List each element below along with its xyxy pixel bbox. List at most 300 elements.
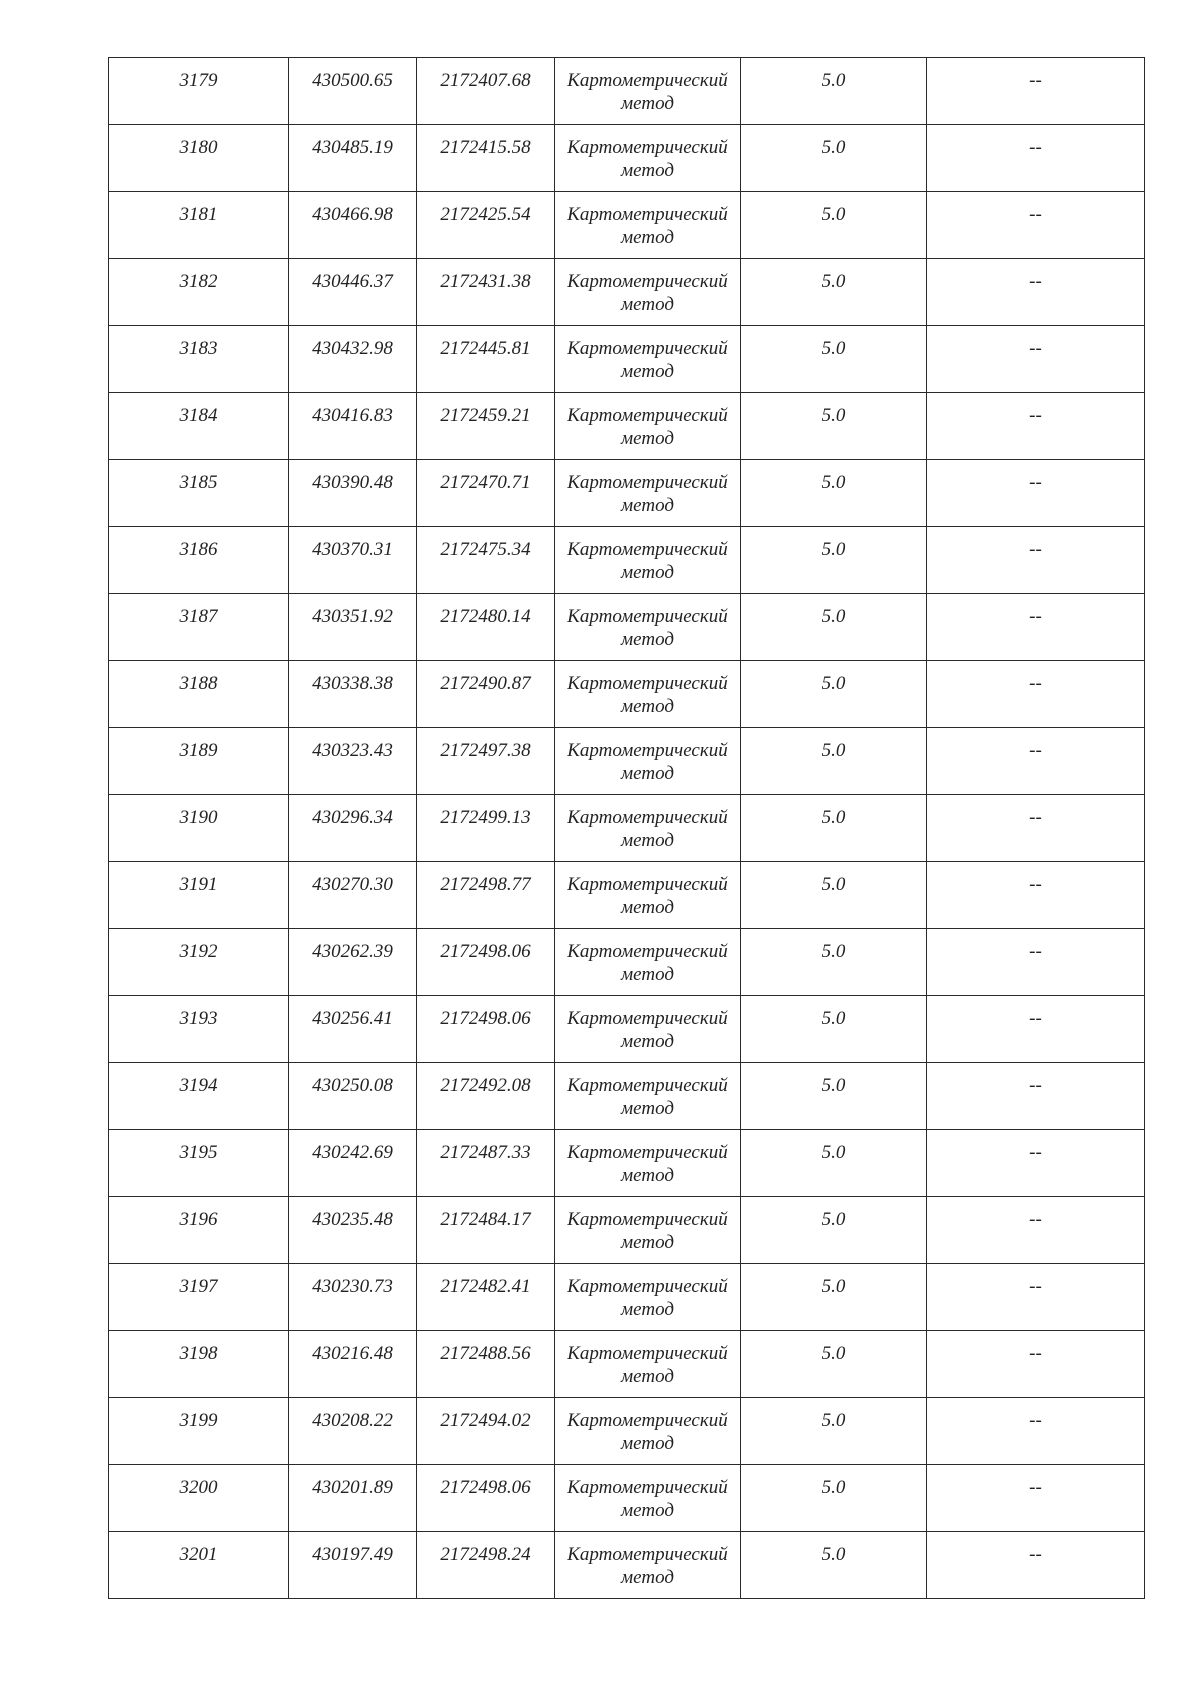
- precision-value: 5.0: [821, 539, 846, 560]
- note-value: --: [1029, 204, 1042, 225]
- method-cell: [555, 1331, 741, 1398]
- y-coordinate: 2172475.34: [440, 539, 531, 560]
- method-text: Картометрический метод: [567, 673, 728, 717]
- note-cell: [927, 929, 1145, 996]
- precision-cell: [741, 1398, 927, 1465]
- point-number-cell: [109, 594, 289, 661]
- x-coordinate: 430208.22: [312, 1410, 393, 1431]
- note-cell: [927, 1398, 1145, 1465]
- y-coordinate: 2172492.08: [440, 1075, 531, 1096]
- point-number-cell: [109, 1398, 289, 1465]
- x-coordinate-cell: [289, 1264, 417, 1331]
- table-row: [109, 393, 1145, 460]
- point-number: 3179: [179, 70, 218, 91]
- method-cell: [555, 594, 741, 661]
- method-text: Картометрический метод: [567, 1477, 728, 1521]
- precision-cell: [741, 393, 927, 460]
- precision-value: 5.0: [821, 1477, 846, 1498]
- point-number: 3198: [179, 1343, 218, 1364]
- y-coordinate-cell: [417, 795, 555, 862]
- y-coordinate-cell: [417, 1398, 555, 1465]
- x-coordinate: 430256.41: [312, 1008, 393, 1029]
- point-number-cell: [109, 1465, 289, 1532]
- table-row: [109, 661, 1145, 728]
- precision-cell: [741, 661, 927, 728]
- precision-cell: [741, 192, 927, 259]
- precision-cell: [741, 1532, 927, 1599]
- point-number-cell: [109, 192, 289, 259]
- note-cell: [927, 728, 1145, 795]
- precision-cell: [741, 1264, 927, 1331]
- precision-cell: [741, 1465, 927, 1532]
- note-value: --: [1029, 1544, 1042, 1565]
- note-value: --: [1029, 1142, 1042, 1163]
- y-coordinate: 2172498.24: [440, 1544, 531, 1565]
- note-cell: [927, 795, 1145, 862]
- y-coordinate: 2172497.38: [440, 740, 531, 761]
- y-coordinate-cell: [417, 1130, 555, 1197]
- point-number-cell: [109, 1532, 289, 1599]
- note-value: --: [1029, 137, 1042, 158]
- method-cell: [555, 1264, 741, 1331]
- y-coordinate: 2172498.06: [440, 1008, 531, 1029]
- point-number-cell: [109, 1197, 289, 1264]
- y-coordinate-cell: [417, 862, 555, 929]
- note-cell: [927, 1331, 1145, 1398]
- coordinates-table: [108, 57, 1145, 1599]
- point-number-cell: [109, 393, 289, 460]
- note-value: --: [1029, 1343, 1042, 1364]
- note-cell: [927, 1130, 1145, 1197]
- method-text: Картометрический метод: [567, 1209, 728, 1253]
- x-coordinate-cell: [289, 58, 417, 125]
- y-coordinate-cell: [417, 594, 555, 661]
- precision-cell: [741, 259, 927, 326]
- precision-cell: [741, 728, 927, 795]
- x-coordinate-cell: [289, 1063, 417, 1130]
- coordinates-table-body: [109, 58, 1145, 1599]
- x-coordinate-cell: [289, 326, 417, 393]
- x-coordinate-cell: [289, 929, 417, 996]
- point-number: 3199: [179, 1410, 218, 1431]
- x-coordinate-cell: [289, 192, 417, 259]
- table-row: [109, 192, 1145, 259]
- point-number-cell: [109, 862, 289, 929]
- note-value: --: [1029, 673, 1042, 694]
- method-text: Картометрический метод: [567, 1008, 728, 1052]
- precision-cell: [741, 1331, 927, 1398]
- note-value: --: [1029, 1008, 1042, 1029]
- precision-cell: [741, 1063, 927, 1130]
- x-coordinate: 430216.48: [312, 1343, 393, 1364]
- method-text: Картометрический метод: [567, 1075, 728, 1119]
- method-cell: [555, 862, 741, 929]
- method-cell: [555, 661, 741, 728]
- y-coordinate-cell: [417, 527, 555, 594]
- x-coordinate: 430323.43: [312, 740, 393, 761]
- method-text: Картометрический метод: [567, 472, 728, 516]
- x-coordinate: 430230.73: [312, 1276, 393, 1297]
- x-coordinate: 430446.37: [312, 271, 393, 292]
- precision-value: 5.0: [821, 70, 846, 91]
- note-value: --: [1029, 338, 1042, 359]
- point-number: 3180: [179, 137, 218, 158]
- precision-cell: [741, 527, 927, 594]
- point-number-cell: [109, 125, 289, 192]
- note-cell: [927, 125, 1145, 192]
- table-row: [109, 795, 1145, 862]
- method-text: Картометрический метод: [567, 1142, 728, 1186]
- table-row: [109, 929, 1145, 996]
- note-value: --: [1029, 472, 1042, 493]
- x-coordinate: 430201.89: [312, 1477, 393, 1498]
- table-row: [109, 728, 1145, 795]
- method-cell: [555, 1532, 741, 1599]
- y-coordinate-cell: [417, 125, 555, 192]
- method-cell: [555, 527, 741, 594]
- method-text: Картометрический метод: [567, 271, 728, 315]
- precision-cell: [741, 929, 927, 996]
- note-value: --: [1029, 606, 1042, 627]
- method-cell: [555, 929, 741, 996]
- precision-value: 5.0: [821, 472, 846, 493]
- point-number: 3183: [179, 338, 218, 359]
- x-coordinate-cell: [289, 125, 417, 192]
- y-coordinate-cell: [417, 460, 555, 527]
- y-coordinate: 2172425.54: [440, 204, 531, 225]
- method-text: Картометрический метод: [567, 740, 728, 784]
- x-coordinate-cell: [289, 728, 417, 795]
- x-coordinate: 430250.08: [312, 1075, 393, 1096]
- table-row: [109, 326, 1145, 393]
- table-row: [109, 594, 1145, 661]
- method-cell: [555, 125, 741, 192]
- method-text: Картометрический метод: [567, 606, 728, 650]
- x-coordinate: 430235.48: [312, 1209, 393, 1230]
- x-coordinate-cell: [289, 594, 417, 661]
- y-coordinate: 2172499.13: [440, 807, 531, 828]
- x-coordinate-cell: [289, 1532, 417, 1599]
- precision-value: 5.0: [821, 1209, 846, 1230]
- precision-cell: [741, 795, 927, 862]
- note-cell: [927, 460, 1145, 527]
- x-coordinate-cell: [289, 1465, 417, 1532]
- point-number-cell: [109, 728, 289, 795]
- x-coordinate-cell: [289, 1331, 417, 1398]
- method-text: Картометрический метод: [567, 807, 728, 851]
- table-row: [109, 1465, 1145, 1532]
- x-coordinate: 430466.98: [312, 204, 393, 225]
- point-number-cell: [109, 1130, 289, 1197]
- point-number: 3200: [179, 1477, 218, 1498]
- table-row: [109, 259, 1145, 326]
- precision-value: 5.0: [821, 1075, 846, 1096]
- note-value: --: [1029, 874, 1042, 895]
- precision-cell: [741, 326, 927, 393]
- method-cell: [555, 326, 741, 393]
- precision-value: 5.0: [821, 807, 846, 828]
- precision-value: 5.0: [821, 137, 846, 158]
- x-coordinate: 430500.65: [312, 70, 393, 91]
- note-value: --: [1029, 807, 1042, 828]
- x-coordinate-cell: [289, 1130, 417, 1197]
- method-text: Картометрический метод: [567, 1544, 728, 1588]
- x-coordinate-cell: [289, 795, 417, 862]
- method-text: Картометрический метод: [567, 539, 728, 583]
- precision-value: 5.0: [821, 1276, 846, 1297]
- note-value: --: [1029, 405, 1042, 426]
- method-cell: [555, 1197, 741, 1264]
- precision-cell: [741, 594, 927, 661]
- table-row: [109, 1331, 1145, 1398]
- x-coordinate-cell: [289, 862, 417, 929]
- precision-value: 5.0: [821, 1008, 846, 1029]
- method-cell: [555, 259, 741, 326]
- precision-value: 5.0: [821, 941, 846, 962]
- note-value: --: [1029, 1075, 1042, 1096]
- note-cell: [927, 661, 1145, 728]
- method-text: Картометрический метод: [567, 405, 728, 449]
- note-value: --: [1029, 1410, 1042, 1431]
- y-coordinate-cell: [417, 192, 555, 259]
- note-cell: [927, 58, 1145, 125]
- y-coordinate-cell: [417, 326, 555, 393]
- x-coordinate-cell: [289, 393, 417, 460]
- y-coordinate: 2172498.77: [440, 874, 531, 895]
- point-number-cell: [109, 661, 289, 728]
- precision-value: 5.0: [821, 606, 846, 627]
- note-value: --: [1029, 1209, 1042, 1230]
- y-coordinate-cell: [417, 259, 555, 326]
- precision-value: 5.0: [821, 204, 846, 225]
- x-coordinate-cell: [289, 661, 417, 728]
- point-number: 3197: [179, 1276, 218, 1297]
- note-value: --: [1029, 740, 1042, 761]
- point-number: 3193: [179, 1008, 218, 1029]
- note-cell: [927, 594, 1145, 661]
- x-coordinate-cell: [289, 996, 417, 1063]
- point-number-cell: [109, 1331, 289, 1398]
- point-number-cell: [109, 795, 289, 862]
- method-cell: [555, 460, 741, 527]
- y-coordinate-cell: [417, 1532, 555, 1599]
- point-number: 3195: [179, 1142, 218, 1163]
- point-number-cell: [109, 527, 289, 594]
- precision-value: 5.0: [821, 271, 846, 292]
- precision-value: 5.0: [821, 673, 846, 694]
- precision-value: 5.0: [821, 405, 846, 426]
- x-coordinate: 430416.83: [312, 405, 393, 426]
- method-cell: [555, 1398, 741, 1465]
- method-text: Картометрический метод: [567, 338, 728, 382]
- note-cell: [927, 1197, 1145, 1264]
- y-coordinate-cell: [417, 58, 555, 125]
- y-coordinate: 2172459.21: [440, 405, 531, 426]
- note-cell: [927, 1063, 1145, 1130]
- point-number-cell: [109, 929, 289, 996]
- point-number-cell: [109, 259, 289, 326]
- y-coordinate-cell: [417, 1264, 555, 1331]
- method-cell: [555, 1465, 741, 1532]
- x-coordinate-cell: [289, 527, 417, 594]
- point-number: 3189: [179, 740, 218, 761]
- note-cell: [927, 862, 1145, 929]
- table-row: [109, 1264, 1145, 1331]
- y-coordinate: 2172470.71: [440, 472, 531, 493]
- y-coordinate: 2172480.14: [440, 606, 531, 627]
- table-row: [109, 1532, 1145, 1599]
- x-coordinate-cell: [289, 460, 417, 527]
- point-number-cell: [109, 58, 289, 125]
- note-value: --: [1029, 539, 1042, 560]
- precision-value: 5.0: [821, 874, 846, 895]
- method-text: Картометрический метод: [567, 941, 728, 985]
- method-cell: [555, 192, 741, 259]
- method-text: Картометрический метод: [567, 204, 728, 248]
- point-number: 3187: [179, 606, 218, 627]
- precision-value: 5.0: [821, 1142, 846, 1163]
- x-coordinate: 430296.34: [312, 807, 393, 828]
- table-row: [109, 125, 1145, 192]
- x-coordinate: 430262.39: [312, 941, 393, 962]
- note-cell: [927, 192, 1145, 259]
- point-number: 3184: [179, 405, 218, 426]
- x-coordinate: 430432.98: [312, 338, 393, 359]
- note-value: --: [1029, 70, 1042, 91]
- note-cell: [927, 1264, 1145, 1331]
- y-coordinate: 2172484.17: [440, 1209, 531, 1230]
- method-text: Картометрический метод: [567, 1276, 728, 1320]
- note-cell: [927, 259, 1145, 326]
- precision-cell: [741, 1197, 927, 1264]
- y-coordinate: 2172445.81: [440, 338, 531, 359]
- y-coordinate-cell: [417, 1465, 555, 1532]
- x-coordinate: 430197.49: [312, 1544, 393, 1565]
- note-value: --: [1029, 941, 1042, 962]
- precision-cell: [741, 125, 927, 192]
- x-coordinate: 430351.92: [312, 606, 393, 627]
- y-coordinate-cell: [417, 1331, 555, 1398]
- point-number-cell: [109, 1063, 289, 1130]
- table-row: [109, 1130, 1145, 1197]
- precision-cell: [741, 996, 927, 1063]
- y-coordinate: 2172415.58: [440, 137, 531, 158]
- y-coordinate: 2172498.06: [440, 941, 531, 962]
- point-number: 3185: [179, 472, 218, 493]
- y-coordinate-cell: [417, 393, 555, 460]
- x-coordinate-cell: [289, 1398, 417, 1465]
- y-coordinate: 2172490.87: [440, 673, 531, 694]
- note-cell: [927, 527, 1145, 594]
- note-cell: [927, 996, 1145, 1063]
- precision-value: 5.0: [821, 1410, 846, 1431]
- point-number: 3194: [179, 1075, 218, 1096]
- method-cell: [555, 996, 741, 1063]
- point-number: 3188: [179, 673, 218, 694]
- method-cell: [555, 393, 741, 460]
- method-cell: [555, 795, 741, 862]
- table-row: [109, 527, 1145, 594]
- method-text: Картометрический метод: [567, 70, 728, 114]
- precision-value: 5.0: [821, 338, 846, 359]
- method-cell: [555, 728, 741, 795]
- table-row: [109, 996, 1145, 1063]
- point-number-cell: [109, 1264, 289, 1331]
- precision-cell: [741, 460, 927, 527]
- y-coordinate-cell: [417, 661, 555, 728]
- point-number: 3190: [179, 807, 218, 828]
- x-coordinate: 430370.31: [312, 539, 393, 560]
- x-coordinate-cell: [289, 259, 417, 326]
- y-coordinate-cell: [417, 929, 555, 996]
- x-coordinate: 430485.19: [312, 137, 393, 158]
- coordinates-table-container: [108, 57, 1144, 1599]
- note-cell: [927, 393, 1145, 460]
- y-coordinate-cell: [417, 728, 555, 795]
- method-cell: [555, 1130, 741, 1197]
- y-coordinate: 2172498.06: [440, 1477, 531, 1498]
- x-coordinate: 430390.48: [312, 472, 393, 493]
- point-number: 3186: [179, 539, 218, 560]
- y-coordinate-cell: [417, 1063, 555, 1130]
- precision-value: 5.0: [821, 740, 846, 761]
- method-cell: [555, 1063, 741, 1130]
- y-coordinate-cell: [417, 1197, 555, 1264]
- precision-cell: [741, 58, 927, 125]
- y-coordinate: 2172407.68: [440, 70, 531, 91]
- note-value: --: [1029, 271, 1042, 292]
- method-text: Картометрический метод: [567, 1343, 728, 1387]
- method-cell: [555, 58, 741, 125]
- point-number: 3182: [179, 271, 218, 292]
- y-coordinate: 2172494.02: [440, 1410, 531, 1431]
- x-coordinate-cell: [289, 1197, 417, 1264]
- x-coordinate: 430270.30: [312, 874, 393, 895]
- y-coordinate-cell: [417, 996, 555, 1063]
- point-number: 3201: [179, 1544, 218, 1565]
- y-coordinate: 2172431.38: [440, 271, 531, 292]
- note-cell: [927, 326, 1145, 393]
- table-row: [109, 1197, 1145, 1264]
- x-coordinate: 430338.38: [312, 673, 393, 694]
- table-row: [109, 58, 1145, 125]
- x-coordinate: 430242.69: [312, 1142, 393, 1163]
- note-value: --: [1029, 1276, 1042, 1297]
- precision-cell: [741, 862, 927, 929]
- point-number: 3181: [179, 204, 218, 225]
- point-number: 3191: [179, 874, 218, 895]
- precision-cell: [741, 1130, 927, 1197]
- method-text: Картометрический метод: [567, 1410, 728, 1454]
- method-text: Картометрический метод: [567, 137, 728, 181]
- note-value: --: [1029, 1477, 1042, 1498]
- point-number-cell: [109, 326, 289, 393]
- precision-value: 5.0: [821, 1544, 846, 1565]
- y-coordinate: 2172488.56: [440, 1343, 531, 1364]
- table-row: [109, 1398, 1145, 1465]
- precision-value: 5.0: [821, 1343, 846, 1364]
- method-text: Картометрический метод: [567, 874, 728, 918]
- y-coordinate: 2172487.33: [440, 1142, 531, 1163]
- point-number-cell: [109, 460, 289, 527]
- note-cell: [927, 1532, 1145, 1599]
- table-row: [109, 460, 1145, 527]
- table-row: [109, 862, 1145, 929]
- note-cell: [927, 1465, 1145, 1532]
- y-coordinate: 2172482.41: [440, 1276, 531, 1297]
- table-row: [109, 1063, 1145, 1130]
- point-number: 3196: [179, 1209, 218, 1230]
